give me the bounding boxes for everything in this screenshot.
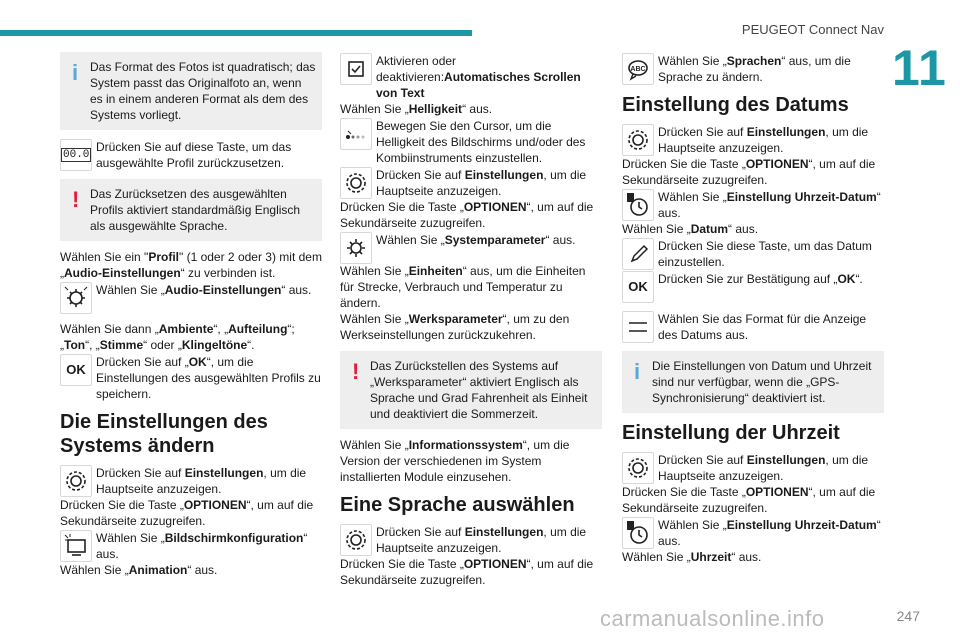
- warning-icon: !: [352, 359, 360, 384]
- settings-row: Drücken Sie auf Einstellungen, um die Hauptseite anzuzeigen.: [60, 464, 322, 497]
- header-accent-bar: [0, 30, 472, 36]
- settings-row: Drücken Sie auf Einstellungen, um die Hauptseite anzuzeigen.: [340, 166, 602, 199]
- settings-gear-icon: [60, 465, 92, 497]
- settings-gear-icon: [340, 524, 372, 556]
- ok-row: OK Drücken Sie zur Bestätigung auf „OK“.: [622, 270, 884, 302]
- reset-row: [60, 138, 322, 171]
- info-text: Das Format des Fotos ist quadratisch; das System passt das Originalfoto an, wenn es in einem anderen Format als dem des Systems vorliegt.: [90, 60, 316, 122]
- clock-row: Wählen Sie „Einstellung Uhrzeit-Datum“ aus.: [622, 188, 884, 221]
- page-number: 247: [896, 608, 920, 624]
- reset-text: Drücken Sie auf diese Taste, um das ausgewählte Profil zurückzusetzen.: [96, 140, 292, 170]
- display-config-icon: [60, 530, 92, 562]
- language-row: ABC Wählen Sie „Sprachen“ aus, um die Sprache zu ändern.: [622, 52, 884, 85]
- info-icon: i: [72, 60, 79, 85]
- watermark: carmanualsonline.info: [600, 606, 825, 631]
- profile-paragraph: Wählen Sie ein "Profil" (1 oder 2 oder 3) mit dem „Audio-Einstellungen“ zu verbinden ist.: [60, 250, 322, 280]
- system-params-row: Wählen Sie „Systemparameter“ aus.: [340, 231, 602, 263]
- section-heading-language: Eine Sprache auswählen: [340, 494, 575, 516]
- info-box: [60, 52, 322, 130]
- settings-row: Drücken Sie auf Einstellungen, um die Hauptseite anzuzeigen.: [622, 451, 884, 484]
- column-1: i Das Format des Fotos ist quadratisch; das System passt das Originalfoto an, wenn es in einem anderen Format als dem des Systems vorliegt. 00.0 Drücken Sie auf diese Taste, um das ausgewählte Profil zurückzusetzen. ! Das Zurücksetzen des ausgewählten Profils aktiviert standardmäßig Englisch als ausgewählte Sprache. Wählen Sie ein "Profil" (1 oder 2 oder 3) mit dem „Audio-Einstellungen“ zu verbinden ist. Wählen Sie „Audio-Einstellungen“ aus. Wählen Sie dann „Ambiente“, „Aufteilung“; „Ton“, „Stimme“ oder „Klingeltöne“. OK Drücken Sie auf „OK“, um die Einstellungen des ausgewählten Profils zu speichern. Die Einstellungen des Systems ändern Drücken Sie auf Einstellungen, um die Hauptseite anzuzeigen. Drücken Sie die Taste „OPTIONEN“, um auf die Sekundärseite zuzugreifen. Wählen Sie „Bildschirmkonfiguration“ aus. Wählen Sie „Animation“ aus.: [60, 52, 322, 578]
- ok-button-icon: OK: [622, 271, 654, 303]
- warning-text: Das Zurückstellen des Systems auf „Werksparameter“ aktiviert Englisch als Sprache und Grad Fahrenheit als Einheit und deaktiviert die Sommerzeit.: [370, 359, 588, 421]
- reset-counter-icon: 00.0: [60, 139, 92, 171]
- settings-gear-icon: [622, 124, 654, 156]
- brightness-row: Bewegen Sie den Cursor, um die Helligkeit des Bildschirms und/oder des Kombiinstruments einzustellen.: [340, 117, 602, 166]
- section-heading-date: Einstellung des Datums: [622, 94, 849, 116]
- chapter-number: 11: [892, 40, 947, 96]
- column-3: ABC Wählen Sie „Sprachen“ aus, um die Sprache zu ändern. Einstellung des Datums Drücken Sie auf Einstellungen, um die Hauptseite anzuzeigen. Drücken Sie die Taste „OPTIONEN“, um auf die Sekundärseite zuzugreifen. Wählen Sie „Einstellung Uhrzeit-Datum“ aus. Wählen Sie „Datum“ aus. Drücken Sie diese Taste, um das Datum einzustellen. OK Drücken Sie zur Bestätigung auf „OK“. Wählen Sie das Format für die Anzeige des Datums aus. i Die Einstellungen von Datum und Uhrzeit sind nur verfügbar, wenn die „GPS-Synchronisierung“ deaktiviert ist. Einstellung der Uhrzeit Drücken Sie auf Einstellungen, um die Hauptseite anzuzeigen. Drücken Sie die Taste „OPTIONEN“, um auf die Sekundärseite zuzugreifen. Wählen Sie „Einstellung Uhrzeit-Datum“ aus. Wählen Sie „Uhrzeit“ aus.: [622, 52, 884, 565]
- section-heading-system: Die Einstellungen des Systems ändern: [60, 411, 268, 457]
- warning-text: Das Zurücksetzen des ausgewählten Profils aktiviert standardmäßig Englisch als ausgewählte Sprache.: [90, 187, 301, 233]
- pencil-icon: [622, 238, 654, 270]
- settings-row: Drücken Sie auf Einstellungen, um die Hauptseite anzuzeigen.: [340, 523, 602, 556]
- format-list-icon: [622, 311, 654, 343]
- checkbox-icon: [340, 53, 372, 85]
- info-text: Die Einstellungen von Datum und Uhrzeit sind nur verfügbar, wenn die „GPS-Synchronisierung“ deaktiviert ist.: [652, 359, 872, 405]
- settings-gear-icon: [340, 167, 372, 199]
- audio-settings-icon: [60, 282, 92, 314]
- ambiente-paragraph: Wählen Sie dann „Ambiente“, „Aufteilung“; „Ton“, „Stimme“ oder „Klingeltöne“.: [60, 322, 295, 352]
- section-heading-time: Einstellung der Uhrzeit: [622, 422, 840, 444]
- header-title: PEUGEOT Connect Nav: [741, 22, 884, 37]
- clock-date-icon: [622, 517, 654, 549]
- slider-icon: [340, 118, 372, 150]
- format-row: Wählen Sie das Format für die Anzeige des Datums aus.: [622, 310, 884, 343]
- column-2: Aktivieren oder deaktivieren:Automatisches Scrollen von Text Wählen Sie „Helligkeit“ aus. Bewegen Sie den Cursor, um die Helligkeit des Bildschirms und/oder des Kombiinstruments einzustellen. Drücken Sie auf Einstellungen, um die Hauptseite anzuzeigen. Drücken Sie die Taste „OPTIONEN“, um auf die Sekundärseite zuzugreifen. Wählen Sie „Systemparameter“ aus. Wählen Sie „Einheiten“ aus, um die Einheiten für Strecke, Verbrauch und Temperatur zu ändern. Wählen Sie „Werksparameter“, um zu den Werkseinstellungen zurückzukehren. ! Das Zurückstellen des Systems auf „Werksparameter“ aktiviert Englisch als Sprache und Grad Fahrenheit als Einheit und deaktiviert die Sommerzeit. Wählen Sie „Informationssystem“, um die Version der verschiedenen im System installierten Module einzusehen. Eine Sprache auswählen Drücken Sie auf Einstellungen, um die Hauptseite anzuzeigen. Drücken Sie die Taste „OPTIONEN“, um auf die Sekundärseite zuzugreifen.: [340, 52, 602, 588]
- svg-text:ABC: ABC: [630, 66, 646, 73]
- clock-row: Wählen Sie „Einstellung Uhrzeit-Datum“ aus.: [622, 516, 884, 549]
- warning-icon: !: [72, 187, 80, 212]
- display-row: Wählen Sie „Bildschirmkonfiguration“ aus.: [60, 529, 322, 562]
- ok-button-icon: OK: [60, 354, 92, 386]
- info-box: [622, 351, 884, 413]
- edit-row: Drücken Sie diese Taste, um das Datum einzustellen.: [622, 237, 884, 270]
- scroll-row: Aktivieren oder deaktivieren:Automatisches Scrollen von Text: [340, 52, 602, 101]
- settings-row: Drücken Sie auf Einstellungen, um die Hauptseite anzuzeigen.: [622, 123, 884, 156]
- clock-date-icon: [622, 189, 654, 221]
- warning-box: [60, 179, 322, 241]
- ok-row: OK Drücken Sie auf „OK“, um die Einstellungen des ausgewählten Profils zu speichern.: [60, 353, 322, 402]
- audio-row: Wählen Sie „Audio-Einstellungen“ aus.: [60, 281, 322, 313]
- settings-gear-icon: [622, 452, 654, 484]
- warning-box: [340, 351, 602, 429]
- system-gear-icon: [340, 232, 372, 264]
- language-icon: [622, 53, 654, 85]
- info-icon: i: [634, 359, 641, 384]
